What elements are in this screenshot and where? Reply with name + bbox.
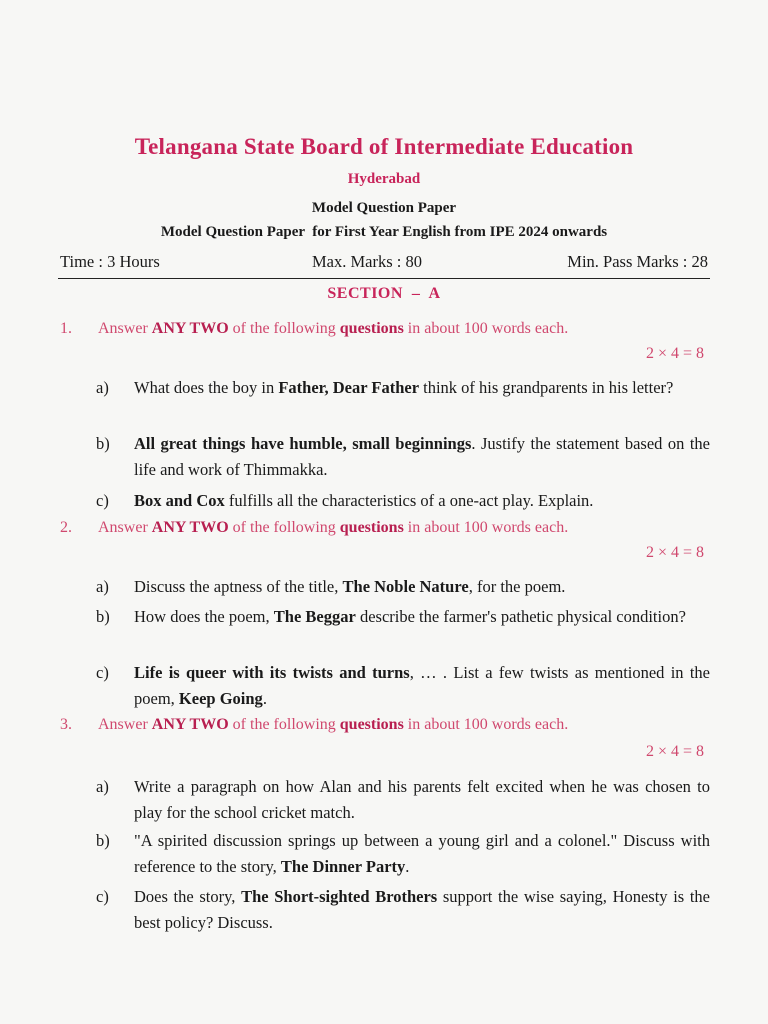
instruction-text: in about 100 words each. xyxy=(403,716,569,733)
question-marks: 2 × 4 = 8 xyxy=(645,345,704,362)
instruction-emphasis: ANY TWO xyxy=(151,320,229,337)
text-run: think of his grandparents in his letter? xyxy=(419,378,674,397)
text-run: , for the poem. xyxy=(468,577,566,596)
paper-subtitle: Model Question Paper for First Year English from IPE 2024 onwards xyxy=(160,224,608,240)
text-run-bold: The Dinner Party xyxy=(280,857,406,876)
question-number: 2. xyxy=(60,519,72,536)
header-rule xyxy=(58,278,710,279)
sub-question-label: c) xyxy=(96,663,109,682)
question-instruction xyxy=(98,320,568,338)
min-pass-marks: Min. Pass Marks : 28 xyxy=(567,252,708,271)
text-run-bold: The Noble Nature xyxy=(342,577,469,596)
max-marks: Max. Marks : 80 xyxy=(312,252,422,271)
instruction-emphasis: questions xyxy=(339,320,404,337)
question-instruction xyxy=(98,716,568,734)
question-instruction xyxy=(98,519,568,537)
instruction-text: of the following xyxy=(228,519,340,536)
instruction-text: Answer xyxy=(98,519,152,536)
text-run: What does the boy in xyxy=(134,378,279,397)
text-run: Discuss the aptness of the title, xyxy=(134,577,343,596)
board-city: Hyderabad xyxy=(347,171,421,187)
text-run-bold: Keep Going xyxy=(178,689,263,708)
paper-type: Model Question Paper xyxy=(311,200,457,216)
text-run-bold: Life is queer with its twists and turns xyxy=(134,663,410,682)
sub-question-text xyxy=(134,660,710,712)
instruction-text: of the following xyxy=(228,716,340,733)
sub-question-label: a) xyxy=(96,577,109,596)
question-number: 1. xyxy=(60,320,72,337)
text-run: . Justify the statement based on the life and work of Thimmakka. xyxy=(134,434,711,479)
sub-question-text xyxy=(134,488,710,514)
section-title: SECTION – A xyxy=(327,285,441,302)
sub-question-text xyxy=(134,884,710,936)
text-run: Write a paragraph on how Alan and his parents felt excited when he was chosen to play for the school cricket match. xyxy=(134,777,710,822)
text-run: , … . List a few twists as mentioned in the poem, xyxy=(134,663,711,708)
instruction-text: in about 100 words each. xyxy=(403,320,569,337)
text-run: fulfills all the characteristics of a one-act play. Explain. xyxy=(224,491,594,510)
question-marks: 2 × 4 = 8 xyxy=(645,743,704,760)
sub-question-label: a) xyxy=(96,378,109,397)
text-run: How does the poem, xyxy=(134,607,274,626)
text-run-bold: Father, Dear Father xyxy=(278,378,420,397)
instruction-text: Answer xyxy=(98,320,152,337)
text-run-bold: Box and Cox xyxy=(134,491,225,510)
question-number: 3. xyxy=(60,716,72,733)
sub-question-label: b) xyxy=(96,831,110,850)
sub-question-label: b) xyxy=(96,434,110,453)
sub-question-text xyxy=(134,375,710,401)
text-run: support the wise saying, Honesty is the best policy? Discuss. xyxy=(134,887,711,932)
sub-question-text xyxy=(134,604,710,630)
text-run: . xyxy=(262,689,267,708)
instruction-emphasis: ANY TWO xyxy=(151,716,229,733)
instruction-text: in about 100 words each. xyxy=(403,519,569,536)
instruction-emphasis: questions xyxy=(339,716,404,733)
sub-question-label: a) xyxy=(96,777,109,796)
time-info: Time : 3 Hours xyxy=(60,252,160,271)
sub-question-text xyxy=(134,828,710,880)
sub-question-label: c) xyxy=(96,491,109,510)
text-run-bold: The Short-sighted Brothers xyxy=(241,887,438,906)
instruction-emphasis: questions xyxy=(339,519,404,536)
text-run: describe the farmer's pathetic physical condition? xyxy=(355,607,686,626)
text-run: "A spirited discussion springs up between a young girl and a colonel." Discuss with reference to the story, xyxy=(134,831,710,876)
sub-question-text xyxy=(134,431,710,483)
instruction-text: of the following xyxy=(228,320,340,337)
text-run-bold: All great things have humble, small beginnings xyxy=(134,434,472,453)
instruction-text: Answer xyxy=(98,716,152,733)
question-marks: 2 × 4 = 8 xyxy=(645,544,704,561)
sub-question-text xyxy=(134,574,710,600)
text-run: . xyxy=(405,857,410,876)
sub-question-label: b) xyxy=(96,607,110,626)
instruction-emphasis: ANY TWO xyxy=(151,519,229,536)
board-title: Telangana State Board of Intermediate Education xyxy=(134,134,634,159)
text-run-bold: The Beggar xyxy=(273,607,356,626)
sub-question-text xyxy=(134,774,710,826)
sub-question-label: c) xyxy=(96,887,109,906)
text-run: Does the story, xyxy=(134,887,242,906)
